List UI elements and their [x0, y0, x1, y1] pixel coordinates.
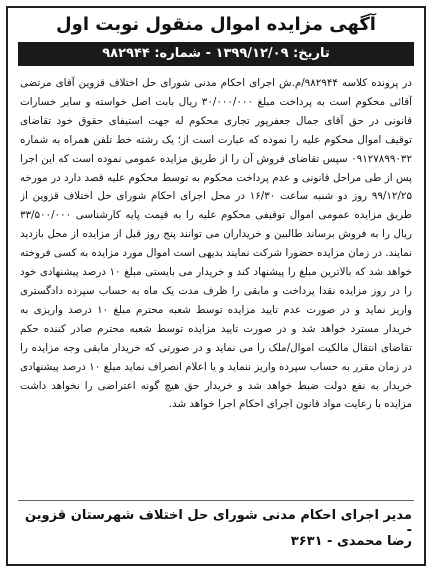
signature-name: رضا محمدی - ۳۶۳۱	[290, 534, 412, 549]
notice-frame	[6, 6, 426, 566]
notice-title: آگهی مزایده اموال منقول نوبت اول	[56, 14, 376, 35]
signature-organization: مدیر اجرای احکام مدنی شورای حل اختلاف شهرستان قزوین -	[24, 508, 412, 538]
divider	[18, 500, 414, 501]
notice-body: در پرونده کلاسه ۹۸۲۹۴۴/م.ش اجرای احکام مدنی شورای حل اختلاف قزوین آقای مرتضی آقائی محکوم است به پرداخت مبلغ ۳۰/۰۰۰/۰۰۰ ریال بابت اصل خواسته و سایر خسارات قانونی در حق آقای جمال جعفرپور تجاری محکوم له جهت استیفای حقوق خود تقاضای توقیف اموال محکوم علیه را نموده که عبارت است از؛ یک رشته خط تلفن همراه به شماره ۰۹۱۲۷۸۹۹۰۳۲ سپس تقاضای فروش آن را از طریق مزایده عمومی نموده است که این اجرا پس از طی مراحل قانونی و عدم پرداخت محکوم به توسط محکوم علیه قصد دارد در مورخه ۹۹/۱۲/۲۵ روز دو شنبه ساعت ۱۶/۳۰ در محل اجرای احکام شورای حل اختلاف قزوین از طریق مزایده عمومی اموال توقیفی محکوم علیه را به قیمت پایه کارشناسی ۳۳/۵۰۰/۰۰۰ ریال را به فروش برساند طالبین و خریداران می توانند پنج روز قبل از مزایده از محل بازدید نمایند. در زمان مزایده حضورا شرکت نمایند بدیهی است اموال مورد مزایده به کسی فروخته خواهد شد که بالاترین مبلغ را پیشنهاد کند و خریدار می بایستی مبلغ ۱۰ درصد پیشنهادی خود را در روز مزایده نقدا پرداخت و مابقی را ظرف مدت یک ماه به حساب سپرده دادگستری واریز نماید و در صورت عدم تایید مزایده توسط شعبه محترم مبلغ ۱۰ درصد واریزی به خریدار مسترد خواهد شد و در صورت تایید مزایده توسط شعبه محترم صادر کننده حکم تقاضای انتقال مالکیت اموال/ملک را می نماید و در صورتی که خریدار مابقی وجه مزایده را در زمان مقرر به حساب سپرده واریز ننماید و یا اعلام انصراف نماید مبلغ ۱۰ درصد پیشنهادی خریدار به نفع دولت ضبط خواهد شد و خریدار حق هیچ گونه اعتراضی را نخواهد داشت مزایده با رعایت مواد قانون اجرای احکام اجرا خواهد شد.	[20, 77, 412, 411]
notice-dateline: تاریخ: ۱۳۹۹/۱۲/۰۹ - شماره: ۹۸۲۹۴۴	[18, 42, 414, 66]
